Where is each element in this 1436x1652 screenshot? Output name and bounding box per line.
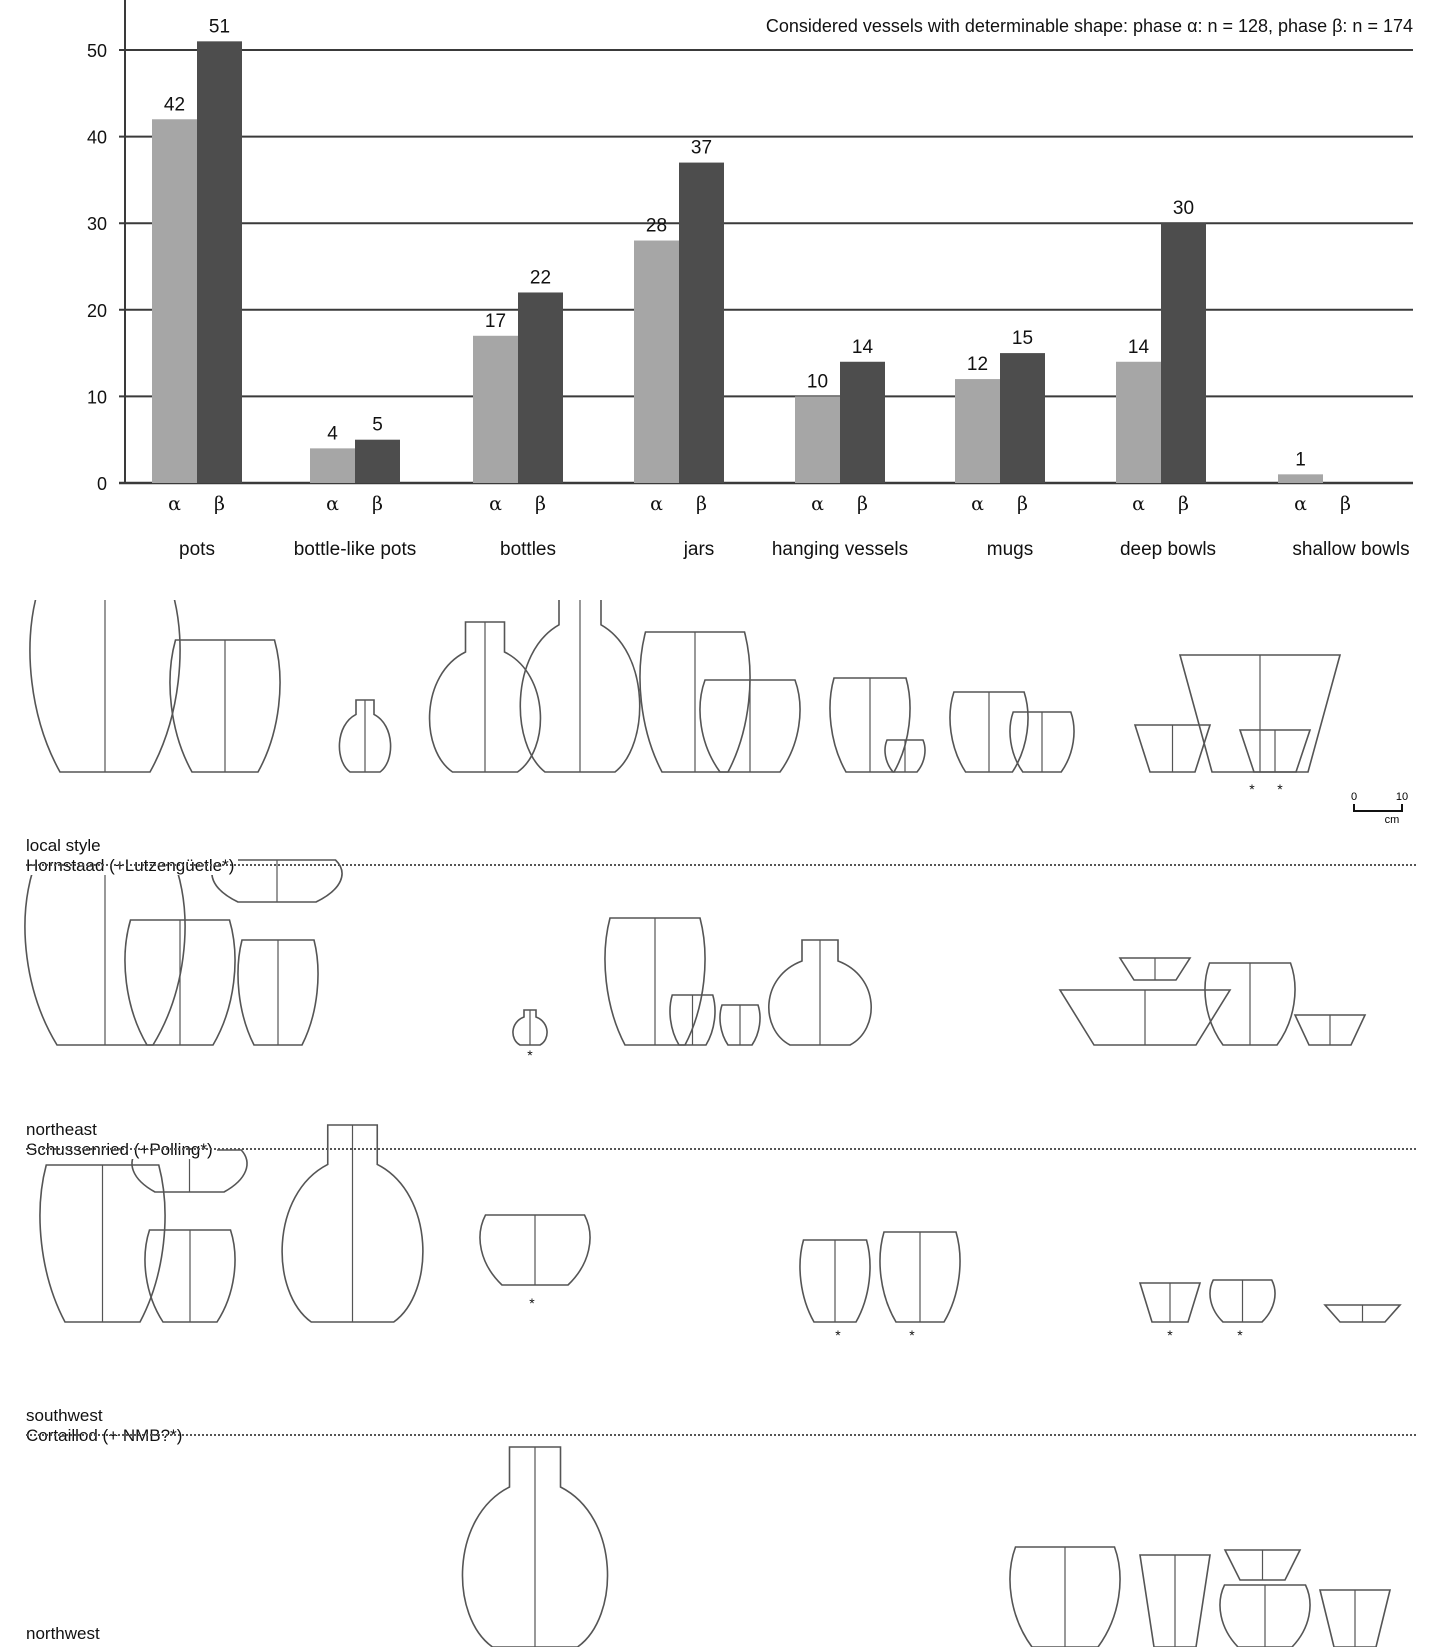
asterisk-mark: * — [527, 1047, 533, 1063]
section-label-northwest — [26, 1624, 100, 1644]
phase-label: β — [857, 493, 868, 515]
data-label: 14 — [851, 336, 874, 358]
bar-beta-5 — [1000, 353, 1045, 483]
section-label-southwest — [26, 1406, 186, 1446]
section-region: northwest — [26, 1624, 100, 1643]
data-label: 30 — [1172, 198, 1195, 220]
phase-label: α — [1132, 493, 1145, 515]
bars — [152, 41, 1323, 483]
y-tick-label: 50 — [86, 41, 107, 61]
phase-label: β — [696, 493, 707, 515]
bar-alpha-2 — [473, 336, 518, 483]
section-region: southwest — [26, 1406, 103, 1425]
data-label: 1 — [1295, 449, 1306, 471]
vessel-plates — [0, 600, 1436, 1647]
section-culture: Hornstaad (+Lutzengüetle*) — [26, 856, 238, 875]
scale-zero: 0 — [1350, 791, 1358, 803]
phase-label: β — [214, 493, 225, 515]
data-label: 5 — [372, 414, 383, 436]
category-label: jars — [683, 539, 715, 560]
y-tick-label: 20 — [86, 300, 107, 321]
sample-size-note: Considered vessels with determinable shape: phase α: n = 128, phase β: n = 174 — [765, 16, 1413, 36]
section-label-northeast — [26, 1120, 217, 1160]
section-divider — [26, 1434, 1416, 1436]
bar-beta-6 — [1161, 223, 1206, 483]
phase-label: β — [535, 493, 546, 515]
gridlines — [119, 0, 1413, 483]
bar-alpha-0 — [152, 119, 197, 483]
bar-beta-0 — [197, 41, 242, 483]
bar-beta-2 — [518, 292, 563, 483]
scale-bar — [1346, 786, 1416, 830]
asterisk-mark: * — [1249, 781, 1255, 797]
asterisk-mark: * — [529, 1295, 535, 1311]
data-label: 4 — [327, 423, 338, 445]
phase-label: α — [811, 493, 824, 515]
y-tick-label: 30 — [86, 214, 107, 235]
phase-label: α — [168, 493, 181, 515]
section-culture: Cortaillod (+ NMB?*) — [26, 1426, 186, 1445]
scale-ten: 10 — [1395, 791, 1409, 803]
section-region: local style — [26, 836, 101, 855]
phase-label: α — [650, 493, 663, 515]
category-label: shallow bowls — [1292, 539, 1410, 560]
data-label: 51 — [208, 16, 231, 38]
data-label: 10 — [806, 371, 829, 393]
bar-alpha-1 — [310, 448, 355, 483]
data-label: 12 — [966, 354, 989, 376]
y-tick-label: 10 — [86, 387, 107, 408]
asterisk-mark: * — [835, 1327, 841, 1343]
section-label-local — [26, 836, 238, 876]
data-label: 37 — [690, 137, 713, 159]
bar-alpha-3 — [634, 241, 679, 483]
category-label: pots — [179, 539, 215, 560]
bar-alpha-5 — [955, 379, 1000, 483]
y-tick-label: 0 — [96, 474, 107, 494]
category-label: mugs — [986, 539, 1034, 560]
bar-beta-3 — [679, 163, 724, 483]
labels — [87, 16, 1410, 560]
data-label: 42 — [163, 94, 186, 116]
phase-label: β — [1017, 493, 1028, 515]
phase-label: β — [372, 493, 383, 515]
bar-alpha-7 — [1278, 474, 1323, 483]
section-region: northeast — [26, 1120, 97, 1139]
asterisk-mark: * — [909, 1327, 915, 1343]
phase-label: β — [1178, 493, 1189, 515]
category-label: hanging vessels — [771, 539, 909, 560]
phase-label: α — [489, 493, 502, 515]
bar-alpha-6 — [1116, 362, 1161, 483]
data-label: 22 — [529, 267, 552, 289]
asterisk-mark: * — [1237, 1327, 1243, 1343]
bar-chart — [0, 0, 1436, 600]
category-label: bottle-like pots — [293, 539, 417, 560]
bar-beta-4 — [840, 362, 885, 483]
phase-label: α — [971, 493, 984, 515]
category-label: deep bowls — [1119, 539, 1217, 560]
section-divider — [26, 1148, 1416, 1150]
data-label: 15 — [1011, 328, 1034, 350]
data-label: 17 — [484, 310, 507, 332]
scale-unit: cm — [1384, 814, 1400, 826]
section-divider — [26, 864, 1416, 866]
phase-label: β — [1340, 493, 1351, 515]
category-label: bottles — [500, 539, 556, 560]
phase-label: α — [1294, 493, 1307, 515]
y-tick-label: 40 — [86, 127, 107, 148]
phase-label: α — [326, 493, 339, 515]
bar-beta-1 — [355, 440, 400, 483]
asterisk-mark: * — [1277, 781, 1283, 797]
asterisk-mark: * — [1167, 1327, 1173, 1343]
data-label: 14 — [1127, 336, 1150, 358]
section-culture: Schussenried (+Polling*) — [26, 1140, 217, 1159]
scale-line — [1354, 804, 1402, 811]
bar-alpha-4 — [795, 396, 840, 483]
data-label: 28 — [645, 215, 668, 237]
